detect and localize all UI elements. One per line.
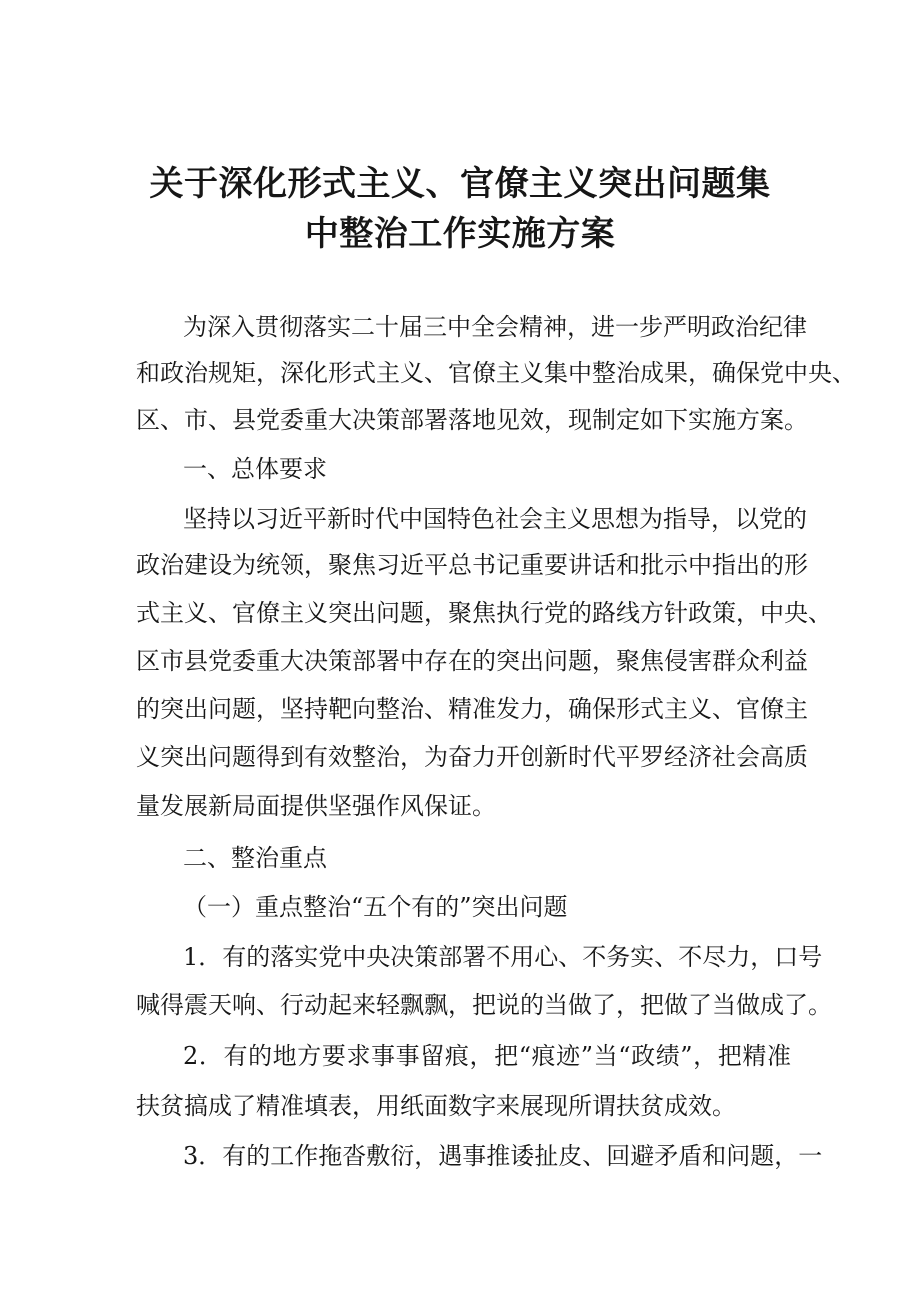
section1-line: 政治建设为统领，聚焦习近平总书记重要讲话和批示中指出的形 (136, 551, 808, 579)
item-2-line: 2．有的地方要求事事留痕，把“痕迹”当“政绩”，把精准 (183, 1042, 791, 1070)
section1-line: 坚持以习近平新时代中国特色社会主义思想为指导，以党的 (183, 505, 807, 533)
intro-line: 和政治规矩，深化形式主义、官僚主义集中整治成果，确保党中央、 (136, 359, 856, 387)
item-2-line: 扶贫搞成了精准填表，用纸面数字来展现所谓扶贫成效。 (136, 1092, 736, 1120)
item-3-line: 3．有的工作拖沓敷衍，遇事推诿扯皮、回避矛盾和问题，一 (183, 1142, 823, 1170)
document-title-line-2: 中整治工作实施方案 (304, 214, 616, 254)
section2-subheading: （一）重点整治“五个有的”突出问题 (183, 893, 568, 921)
item-1-line: 喊得震天响、行动起来轻飘飘，把说的当做了，把做了当做成了。 (136, 991, 832, 1019)
intro-line: 为深入贯彻落实二十届三中全会精神，进一步严明政治纪律 (183, 313, 807, 341)
document-title-line-1: 关于深化形式主义、官僚主义突出问题集 (149, 164, 771, 204)
section1-line: 量发展新局面提供坚强作风保证。 (136, 792, 496, 820)
section1-line: 义突出问题得到有效整治，为奋力开创新时代平罗经济社会高质 (136, 743, 808, 771)
intro-line: 区、市、县党委重大决策部署落地见效，现制定如下实施方案。 (136, 406, 808, 434)
section1-line: 区市县党委重大决策部署中存在的突出问题，聚焦侵害群众利益 (136, 647, 808, 675)
section-heading-1: 一、总体要求 (183, 455, 327, 483)
section-heading-2: 二、整治重点 (183, 844, 327, 872)
section1-line: 式主义、官僚主义突出问题，聚焦执行党的路线方针政策，中央、 (136, 599, 832, 627)
item-1-line: 1．有的落实党中央决策部署不用心、不务实、不尽力，口号 (183, 943, 823, 971)
section1-line: 的突出问题，坚持靶向整治、精准发力，确保形式主义、官僚主 (136, 695, 808, 723)
